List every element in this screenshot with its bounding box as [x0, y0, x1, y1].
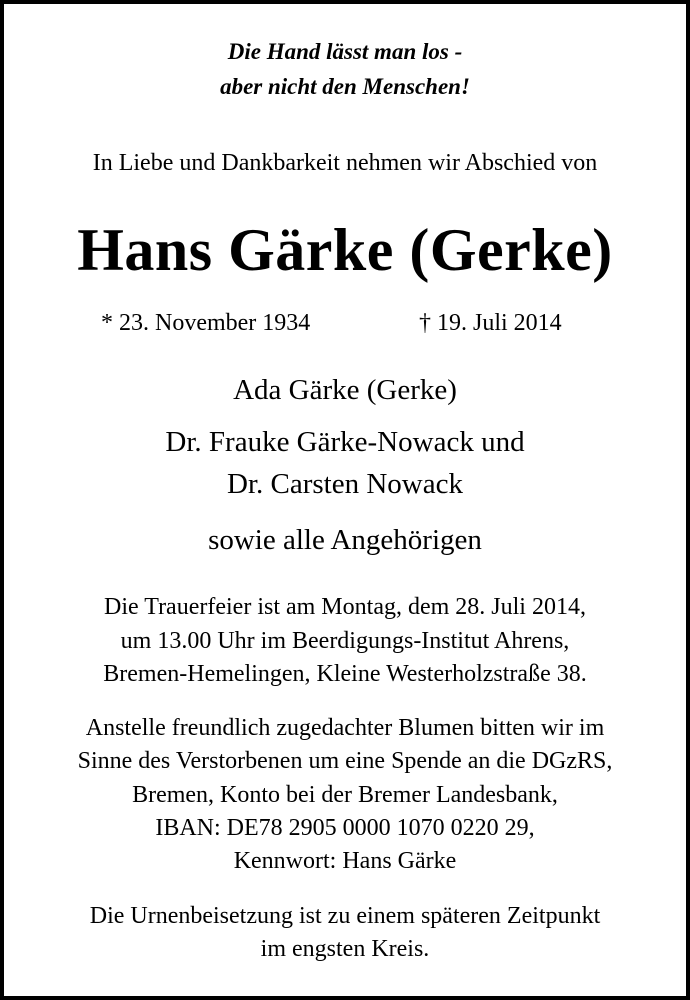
funeral-line-1: Die Trauerfeier ist am Montag, dem 28. Juli 2014, [104, 594, 586, 620]
intro-text: In Liebe und Dankbarkeit nehmen wir Abschied von [92, 150, 598, 176]
donation-line-2: Sinne des Verstorbenen um eine Spende an die DGzRS, [77, 748, 613, 774]
motto-line-2: aber nicht den Menschen! [220, 74, 470, 99]
birth-date: * 23. November 1934 [101, 310, 311, 336]
donation-line-1: Anstelle freundlich zugedachter Blumen bitten wir im [85, 715, 605, 741]
mourner-line-1: Ada Gärke (Gerke) [233, 374, 457, 406]
donation-line-4: IBAN: DE78 2905 0000 1070 0220 29, [155, 815, 535, 841]
urn-burial-line-2: im engsten Kreis. [260, 936, 430, 962]
deceased-name: Hans Gärke (Gerke) [77, 217, 613, 283]
donation-line-3: Bremen, Konto bei der Bremer Landesbank, [132, 782, 558, 808]
mourner-line-4: sowie alle Angehörigen [208, 524, 482, 556]
mourner-line-2: Dr. Frauke Gärke-Nowack und [165, 426, 525, 458]
funeral-line-3: Bremen-Hemelingen, Kleine Westerholzstraße 38. [103, 661, 587, 687]
death-date: † 19. Juli 2014 [419, 310, 562, 336]
funeral-line-2: um 13.00 Uhr im Beerdigungs-Institut Ahrens, [120, 628, 570, 654]
urn-burial-line-1: Die Urnenbeisetzung ist zu einem späteren Zeitpunkt [89, 903, 601, 929]
mourner-line-3: Dr. Carsten Nowack [227, 468, 463, 500]
donation-line-5: Kennwort: Hans Gärke [233, 848, 457, 874]
motto-line-1: Die Hand lässt man los - [227, 39, 463, 64]
